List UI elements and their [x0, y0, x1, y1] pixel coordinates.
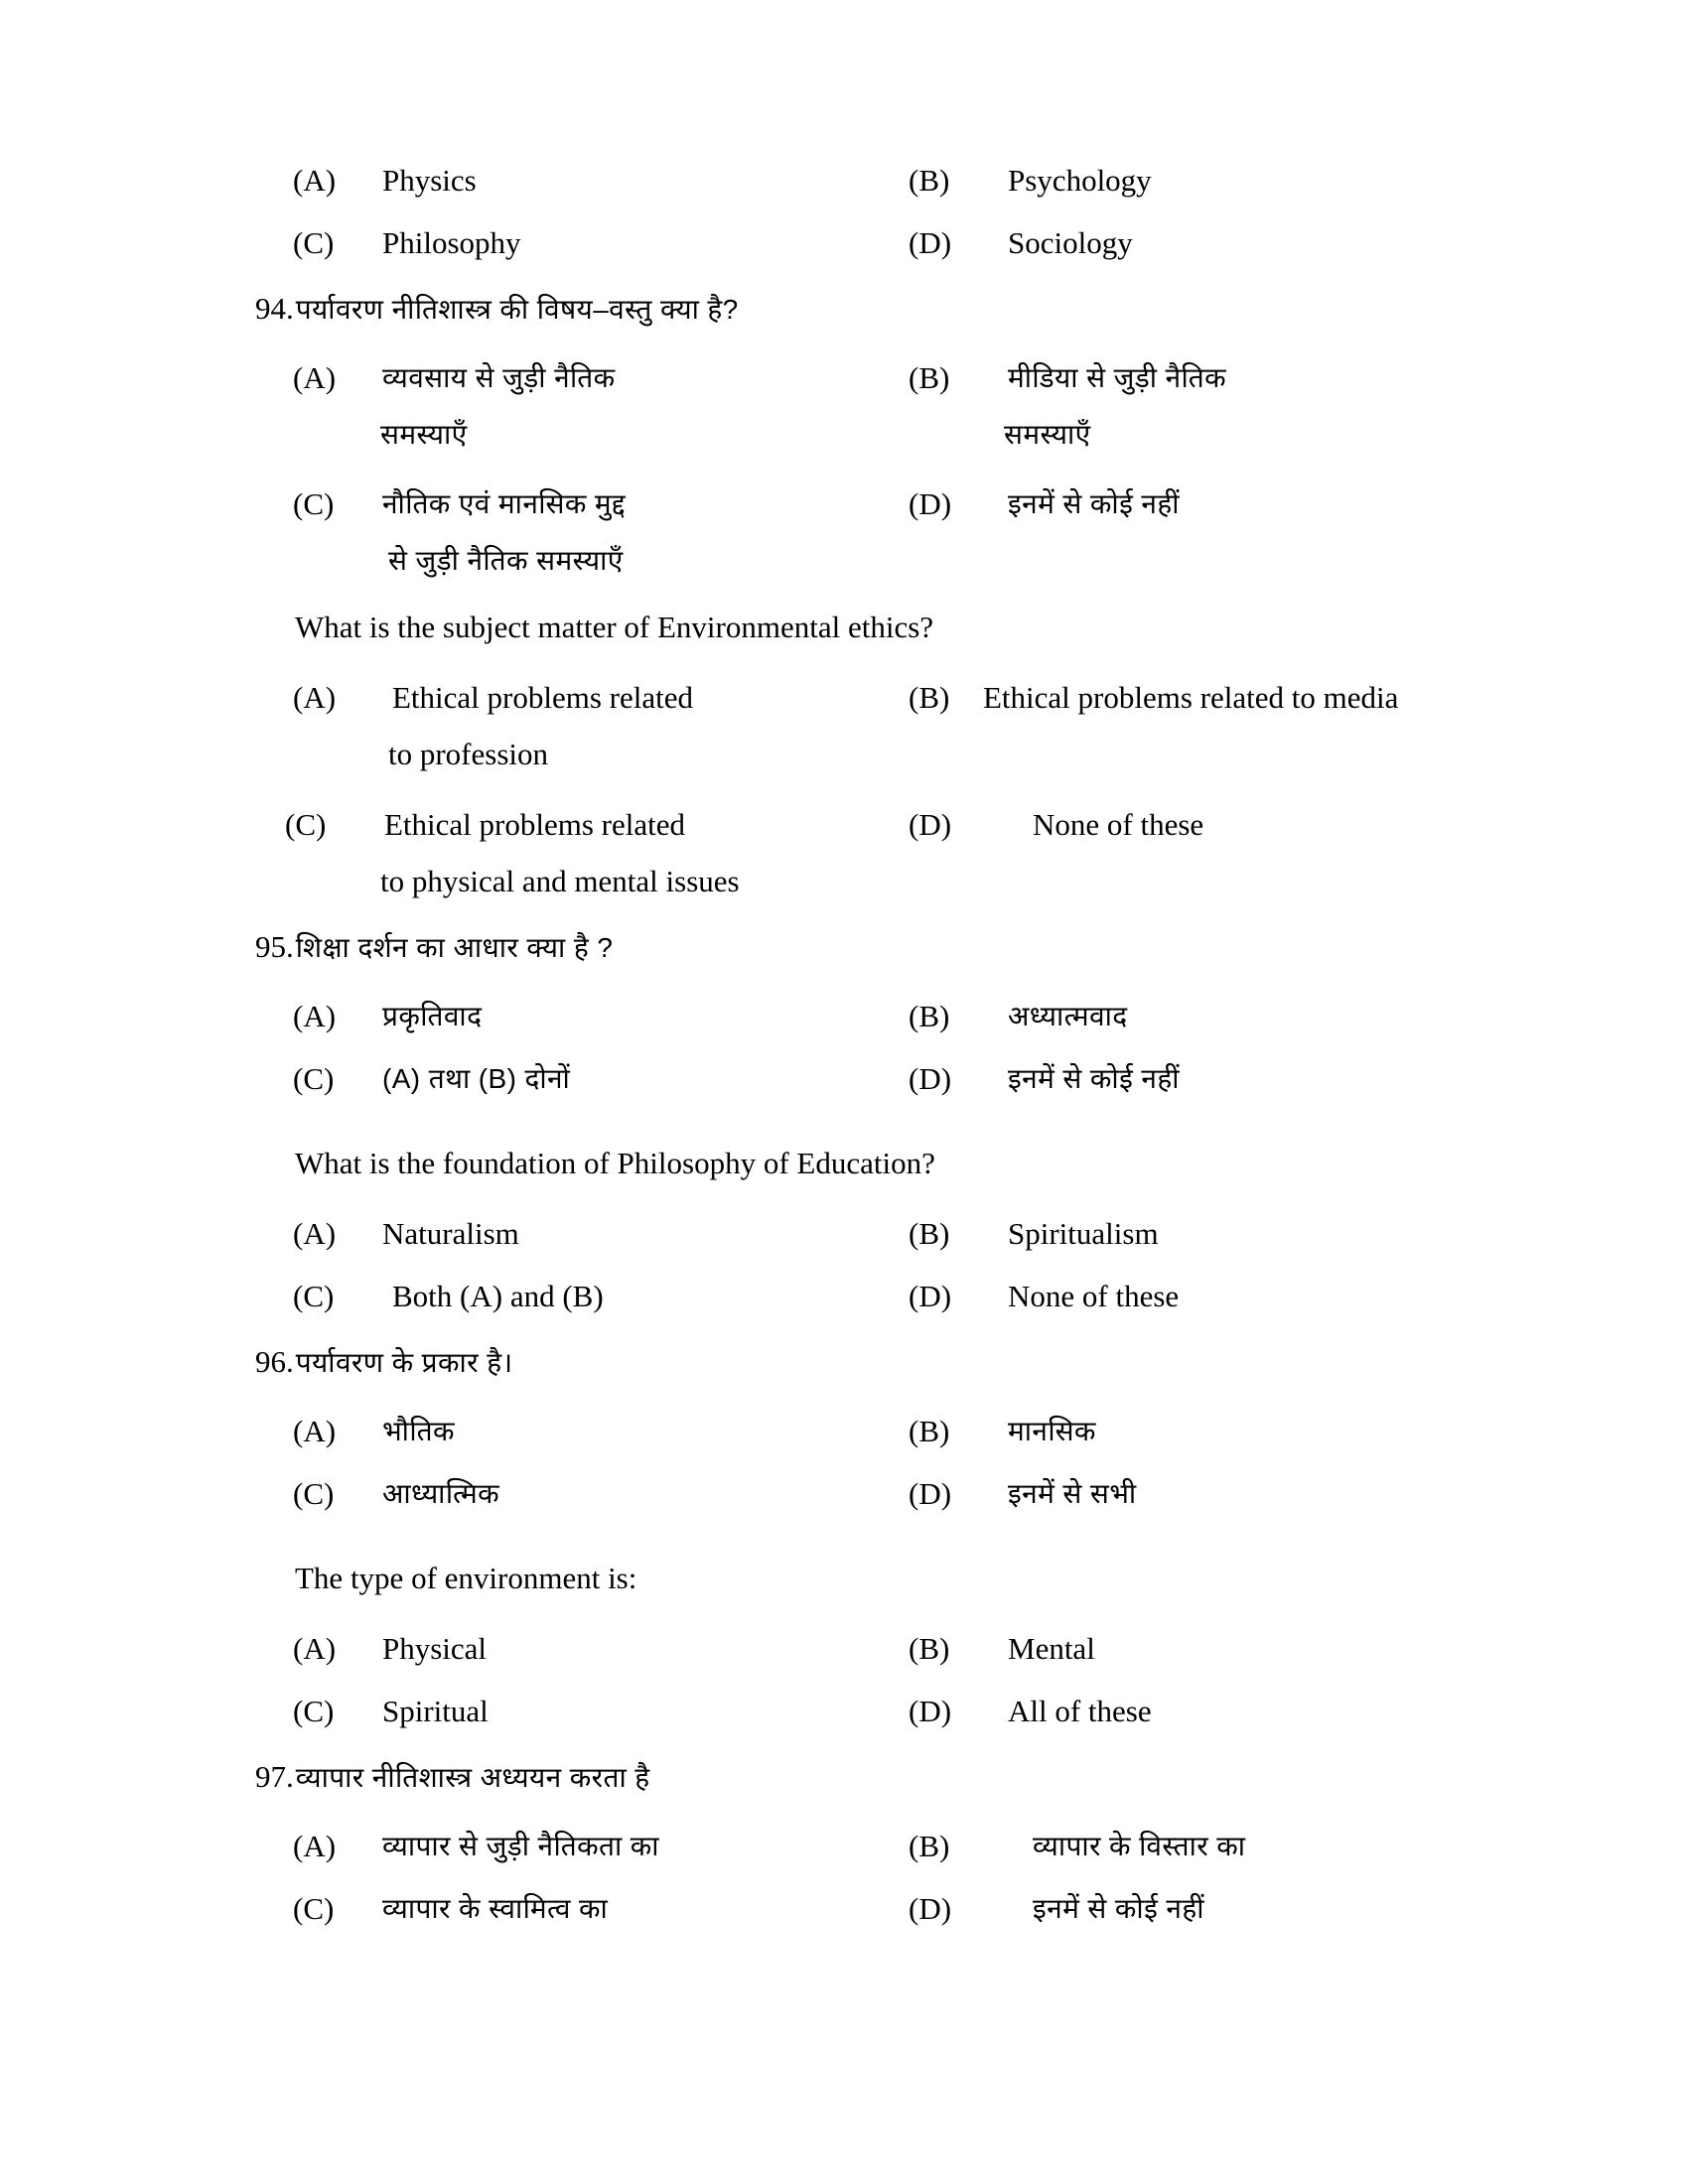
q97-option-a-hi[interactable] — [293, 1825, 909, 1869]
option-label-d: (D) — [909, 1476, 952, 1512]
option-label-c: (C) — [293, 1693, 335, 1728]
option-text-d: All of these — [1008, 1693, 1152, 1728]
option-text-b: व्यापार के विस्तार का — [1033, 1831, 1246, 1862]
option-label-d: (D) — [909, 1060, 952, 1096]
q96-option-b-hi[interactable] — [909, 1410, 1415, 1454]
q94-option-b-hi-cont — [909, 401, 1415, 456]
option-label-b: (B) — [909, 163, 950, 198]
option-label-c: (C) — [293, 1278, 335, 1313]
option-label-c: (C) — [293, 1476, 335, 1512]
option-row-continuation — [293, 401, 1415, 456]
option-label-a: (A) — [293, 1829, 337, 1864]
q95-option-a-en[interactable] — [293, 1212, 909, 1257]
question-content — [255, 159, 1415, 1932]
option-label-b: (B) — [909, 679, 950, 715]
option-text-c: Spiritual — [382, 1693, 489, 1728]
q94-option-b-hi[interactable] — [909, 356, 1415, 401]
option-a[interactable] — [293, 159, 909, 204]
option-text-b: अध्यात्मवाद — [1008, 1001, 1128, 1031]
option-text-a-line2: to profession — [388, 736, 549, 771]
q96-option-d-en[interactable] — [909, 1690, 1415, 1734]
question-96-stem-english — [293, 1557, 1415, 1601]
question-97-stem-hindi — [255, 1756, 1415, 1799]
option-row — [285, 803, 1415, 848]
option-label-a: (A) — [293, 1215, 337, 1251]
q95-option-a-hi[interactable] — [293, 995, 909, 1039]
option-row — [293, 1825, 1415, 1869]
option-label-d: (D) — [909, 485, 952, 521]
option-text-c-line2: से जुड़ी नैतिक समस्याएँ — [388, 544, 624, 576]
option-text-b: Spiritualism — [1008, 1215, 1159, 1251]
q94-option-c-en[interactable] — [285, 803, 909, 848]
option-text-b: Mental — [1008, 1630, 1095, 1666]
option-row — [293, 995, 1415, 1039]
option-text-c: (A) तथा (B) दोनों — [382, 1062, 571, 1094]
q94-option-a-hi-cont — [293, 401, 909, 456]
q95-option-b-hi[interactable] — [909, 995, 1415, 1039]
option-row — [293, 1275, 1415, 1319]
q94-option-d-hi[interactable] — [909, 482, 1415, 527]
option-text-a: व्यापार से जुड़ी नैतिकता का — [382, 1831, 659, 1862]
option-row — [293, 1410, 1415, 1454]
question-97-text-hindi: व्यापार नीतिशास्त्र अध्ययन करता है — [295, 1761, 650, 1793]
question-96-number: 96. — [255, 1343, 294, 1379]
q96-option-c-hi[interactable] — [293, 1472, 909, 1517]
option-label-d: (D) — [909, 1278, 952, 1313]
option-label-b: (B) — [909, 1829, 950, 1864]
option-label-a: (A) — [293, 1630, 337, 1666]
option-label-d: (D) — [909, 224, 952, 260]
question-96-text-english: The type of environment is: — [295, 1560, 637, 1595]
option-label-a: (A) — [293, 999, 337, 1033]
question-95-number: 95. — [255, 928, 294, 964]
option-label-d: (D) — [909, 806, 952, 842]
q94-option-a-en[interactable] — [293, 676, 909, 721]
option-text-d: Sociology — [1008, 224, 1133, 260]
question-96 — [255, 1341, 1415, 1734]
option-text-d: इनमें से कोई नहीं — [1008, 1062, 1180, 1094]
question-96-text-hindi: पर्यावरण के प्रकार है। — [295, 1346, 513, 1378]
option-row — [293, 1472, 1415, 1517]
option-text-a: Physics — [382, 163, 477, 198]
option-text-a: Naturalism — [382, 1215, 519, 1251]
option-row — [293, 1057, 1415, 1102]
q96-option-b-en[interactable] — [909, 1627, 1415, 1672]
option-label-d: (D) — [909, 1693, 952, 1728]
option-text-b: Psychology — [1008, 163, 1152, 198]
option-text-c: Both (A) and (B) — [392, 1278, 604, 1313]
q94-option-a-hi[interactable] — [293, 356, 909, 401]
q95-option-d-hi[interactable] — [909, 1057, 1415, 1102]
option-text-c: Philosophy — [382, 224, 521, 260]
option-text-a: Ethical problems related — [392, 679, 693, 715]
q95-option-b-en[interactable] — [909, 1212, 1415, 1257]
option-row — [293, 1627, 1415, 1672]
option-label-b: (B) — [909, 1414, 950, 1449]
question-94-text-english: What is the subject matter of Environmental ethics? — [295, 609, 934, 644]
option-row — [293, 676, 1415, 721]
option-row — [293, 482, 1415, 527]
option-row — [293, 356, 1415, 401]
q94-option-d-en[interactable] — [909, 803, 1415, 848]
option-text-b: Ethical problems related to media — [983, 679, 1399, 715]
question-95-text-hindi: शिक्षा दर्शन का आधार क्या है ? — [295, 931, 614, 963]
q94-option-c-hi[interactable] — [293, 482, 909, 527]
option-text-d: None of these — [1033, 806, 1204, 842]
q95-option-d-en[interactable] — [909, 1275, 1415, 1319]
option-label-a: (A) — [293, 163, 337, 198]
option-row — [293, 159, 1415, 204]
option-text-d: इनमें से कोई नहीं — [1033, 1893, 1204, 1925]
q94-option-a-en-cont — [293, 721, 909, 777]
option-text-a: भौतिक — [382, 1416, 455, 1447]
question-96-stem-hindi — [255, 1341, 1415, 1384]
option-text-b: मीडिया से जुड़ी नैतिक — [1008, 362, 1227, 394]
option-label-a: (A) — [293, 1414, 337, 1449]
q97-option-c-hi[interactable] — [293, 1887, 909, 1932]
option-row — [293, 1212, 1415, 1257]
q94-option-c-en-cont — [293, 848, 909, 904]
option-text-d: None of these — [1008, 1278, 1180, 1313]
option-label-a: (A) — [293, 360, 337, 396]
q96-option-a-en[interactable] — [293, 1627, 909, 1672]
option-text-b: मानसिक — [1008, 1416, 1096, 1447]
option-text-c: आध्यात्मिक — [382, 1478, 500, 1510]
question-95-stem-hindi — [255, 926, 1415, 969]
question-95-text-english: What is the foundation of Philosophy of Education? — [295, 1145, 935, 1180]
q95-option-c-en[interactable] — [293, 1275, 909, 1319]
option-text-d: इनमें से कोई नहीं — [1008, 487, 1180, 519]
q96-option-a-hi[interactable] — [293, 1410, 909, 1454]
q96-option-c-en[interactable] — [293, 1690, 909, 1734]
option-label-d: (D) — [909, 1891, 952, 1927]
option-row-continuation — [293, 527, 1415, 582]
option-label-c: (C) — [285, 806, 327, 842]
option-text-b-line2: समस्याएँ — [1004, 419, 1091, 451]
carried-over-options — [293, 159, 1415, 266]
option-text-a: Physical — [382, 1630, 488, 1666]
question-94-text-hindi: पर्यावरण नीतिशास्त्र की विषय–वस्तु क्या है? — [295, 293, 739, 325]
option-text-d: इनमें से सभी — [1008, 1478, 1137, 1510]
option-text-c: नौतिक एवं मानसिक मुद्द — [382, 487, 627, 519]
option-text-a-line2: समस्याएँ — [380, 419, 468, 451]
q97-option-d-hi[interactable] — [909, 1887, 1415, 1932]
question-95 — [255, 926, 1415, 1319]
option-d[interactable] — [909, 221, 1415, 266]
question-97 — [255, 1756, 1415, 1932]
q94-option-c-hi-cont — [293, 527, 909, 582]
option-b[interactable] — [909, 159, 1415, 204]
q97-option-b-hi[interactable] — [909, 1825, 1415, 1869]
question-94-stem-hindi — [255, 288, 1415, 331]
q94-option-b-en[interactable] — [909, 676, 1415, 721]
option-text-a: व्यवसाय से जुड़ी नैतिक — [382, 362, 616, 394]
question-94 — [255, 288, 1415, 904]
option-label-b: (B) — [909, 999, 950, 1033]
option-label-a: (A) — [293, 679, 337, 715]
option-label-b: (B) — [909, 1630, 950, 1666]
option-text-c-line2: to physical and mental issues — [380, 863, 740, 898]
option-row-continuation — [293, 721, 1415, 777]
q95-option-c-hi[interactable] — [293, 1057, 909, 1102]
option-label-c: (C) — [293, 224, 335, 260]
question-94-stem-english — [293, 606, 1415, 650]
option-row — [293, 221, 1415, 266]
q96-option-d-hi[interactable] — [909, 1472, 1415, 1517]
option-text-c: Ethical problems related — [384, 806, 685, 842]
option-label-b: (B) — [909, 1215, 950, 1251]
option-text-c: व्यापार के स्वामित्व का — [382, 1893, 609, 1925]
question-94-number: 94. — [255, 290, 294, 326]
option-row — [293, 1690, 1415, 1734]
option-label-b: (B) — [909, 360, 950, 396]
option-label-c: (C) — [293, 485, 335, 521]
option-text-a: प्रकृतिवाद — [382, 1001, 483, 1031]
option-c[interactable] — [293, 221, 909, 266]
option-label-c: (C) — [293, 1060, 335, 1096]
option-row — [293, 1887, 1415, 1932]
question-95-stem-english — [293, 1142, 1415, 1186]
option-row-continuation — [293, 848, 1415, 904]
question-97-number: 97. — [255, 1758, 294, 1794]
option-label-c: (C) — [293, 1891, 335, 1927]
